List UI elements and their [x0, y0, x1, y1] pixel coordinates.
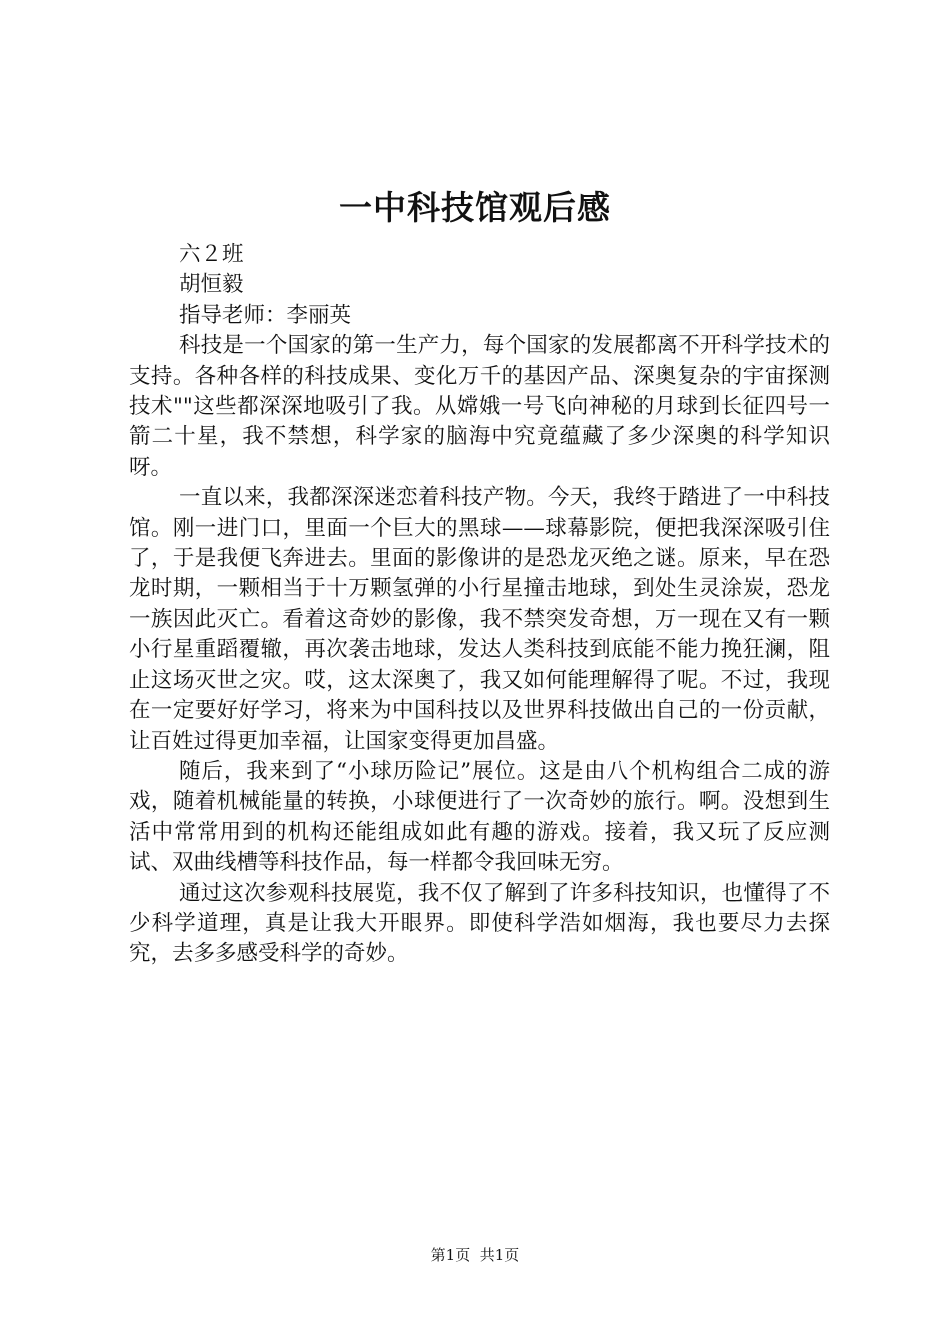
document-body [129, 240, 830, 970]
paragraph-2: 一直以来，我都深深迷恋着科技产物。今天，我终于踏进了一中科技馆。刚一进门口，里面一个巨大的黑球——球幕影院，便把我深深吸引住了，于是我便飞奔进去。里面的影像讲的是恐龙灭绝之谜。原来，早在恐龙时期，一颗相当于十万颗氢弹的小行星撞击地球，到处生灵涂炭，恐龙一族因此灭亡。看着这奇妙的影像，我不禁突发奇想，万一现在又有一颗小行星重蹈覆辙，再次袭击地球，发达人类科技到底能不能力挽狂澜，阻止这场灭世之灾。哎，这太深奥了，我又如何能理解得了呢。不过，我现在一定要好好学习，将来为中国科技以及世界科技做出自己的一份贡献，让百姓过得更加幸福，让国家变得更加昌盛。 [129, 485, 830, 754]
document-title: 一中科技馆观后感 [339, 188, 611, 227]
paragraph-4: 通过这次参观科技展览，我不仅了解到了许多科技知识，也懂得了不少科学道理，真是让我大开眼界。即使科学浩如烟海，我也要尽力去探究，去多多感受科学的奇妙。 [129, 880, 830, 967]
author-line: 胡恒毅 [179, 272, 244, 298]
paragraph-1: 科技是一个国家的第一生产力，每个国家的发展都离不开科学技术的支持。各种各样的科技成果、变化万千的基因产品、深奥复杂的宇宙探测技术""这些都深深地吸引了我。从嫦娥一号飞向神秘的月球到长征四号一箭二十星，我不禁想，科学家的脑海中究竟蕴藏了多少深奥的科学知识呀。 [129, 333, 830, 480]
paragraph-3: 随后，我来到了“小球历险记”展位。这是由八个机构组合二成的游戏，随着机械能量的转换，小球便进行了一次奇妙的旅行。啊。没想到生活中常常用到的机构还能组成如此有趣的游戏。接着，我又玩了反应测试、双曲线槽等科技作品，每一样都令我回味无穷。 [129, 758, 830, 876]
page-footer [0, 1245, 950, 1265]
teacher-line: 指导老师：李丽英 [179, 302, 352, 328]
page-number-current: 第1页 [430, 1246, 471, 1264]
class-line: 六２班 [179, 242, 244, 267]
page-number-total: 共1页 [479, 1246, 520, 1264]
